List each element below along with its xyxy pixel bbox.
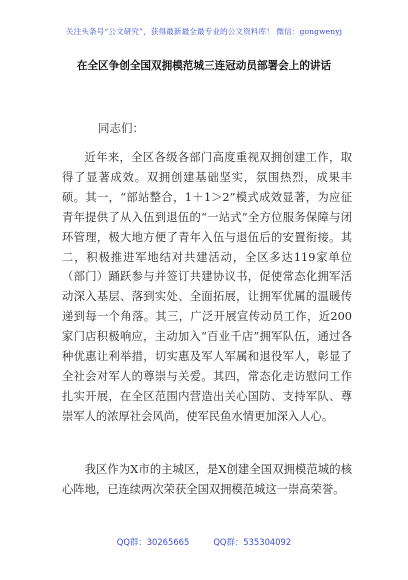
document-title: 在全区争创全国双拥模范城三连冠动员部署会上的讲话 — [76, 60, 332, 72]
footer-contact — [0, 536, 408, 548]
footer-qq-group-1: QQ群：30265665 — [116, 537, 190, 547]
salutation: 同志们： — [98, 121, 144, 135]
body-paragraph-1: 近年来，全区各级各部门高度重视双拥创建工作，取得了显著成效。双拥创建基础坚实，氛围热烈，成果丰硕。其一，“部站整合，1＋1＞2”模式成效显著，为应征青年提供了从入伍到退伍的“一站式”全方位服务保障与闭环管理，极大地方便了青年入伍与退伍后的安置衔接。其二，积极推进军地结对共建活动，全区多达119家单位（部门）踊跃参与并签订共建协议书，促使常态化拥军活动深入基层、落到实处、全面拓展，让拥军优属的温暖传递到每一个角落。其三，广泛开展宣传动员工作，近200家门店积极响应，主动加入“百业千店”拥军队伍，通过各种优惠让利举措，切实惠及军人军属和退役军人，彰显了全社会对军人的尊崇与关爱。其四，常态化走访慰问工作扎实开展，在全区范围内营造出关心国防、支持军队、尊崇军人的浓厚社会风尚，使军民鱼水情更加深入人心。 — [62, 151, 352, 423]
header-banner: 关注头条号“公文研究”，获得最新最全最专业的公文资料库！ 微信：gongwenyj — [65, 27, 343, 36]
body-paragraph-2: 我区作为X市的主城区，是X创建全国双拥模范城的核心阵地，已连续两次荣获全国双拥模范城这一崇高荣誉。 — [62, 463, 352, 496]
footer-qq-group-2: QQ群：535304092 — [213, 537, 292, 547]
